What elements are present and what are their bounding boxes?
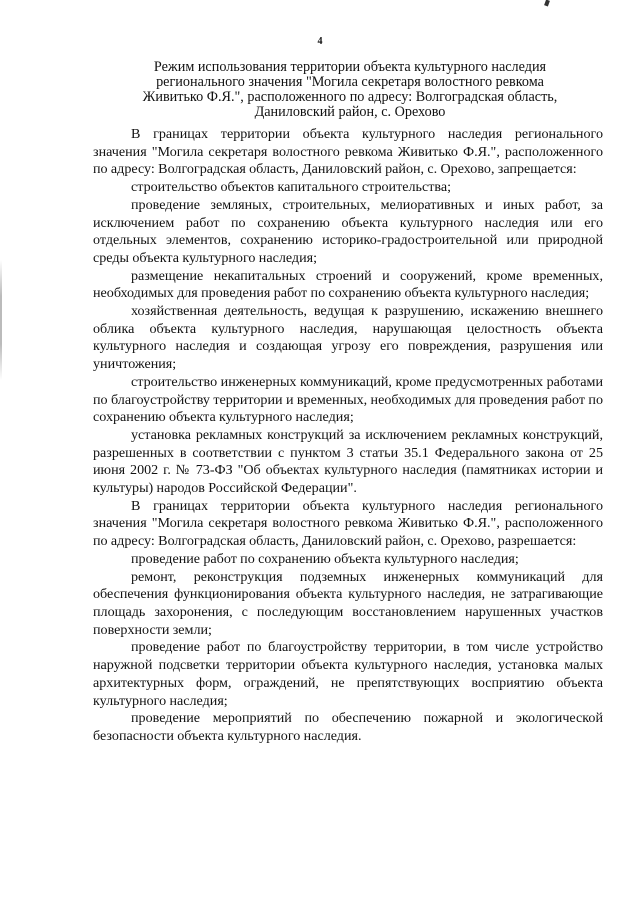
- list-item-permitted: проведение работ по сохранению объекта культурного наследия;: [131, 550, 519, 567]
- title-line: Живитько Ф.Я.", расположенного по адресу: Волгоградская область,: [142, 89, 558, 105]
- list-item-prohibited: размещение некапитальных строений и сооружений, кроме временных, необходимых для проведения работ по сохранению объекта культурного наследия;: [93, 267, 603, 302]
- scan-mark: [544, 0, 550, 7]
- title-line: регионального значения "Могила секретаря волостного ревкома: [156, 74, 544, 90]
- list-item-prohibited: хозяйственная деятельность, ведущая к разрушению, искажению внешнего облика объекта культурного наследия, нарушающая целостность объекта культурного наследия и создающая угрозу его повреждения, разрушения или уничтожения;: [93, 303, 603, 373]
- title-line: Режим использования территории объекта культурного наследия: [153, 59, 547, 75]
- list-item-prohibited: проведение земляных, строительных, мелиоративных и иных работ, за исключением работ по сохранению объекта культурного наследия или его отдельных элементов, сохранению историко-градостроительной или природной среды объекта культурного наследия;: [93, 196, 603, 266]
- list-item-permitted: ремонт, реконструкция подземных инженерных коммуникаций для обеспечения функционирования объекта культурного наследия, не затрагивающие площадь захоронения, с последующим восстановлением нарушенных участков поверхности земли;: [93, 568, 603, 638]
- document-title: [110, 60, 590, 120]
- scan-margin-shadow: [0, 260, 2, 380]
- list-item-permitted: проведение мероприятий по обеспечению пожарной и экологической безопасности объекта культурного наследия.: [93, 710, 603, 744]
- list-item-prohibited: строительство объектов капитального строительства;: [131, 179, 452, 196]
- intro-prohibited-paragraph: В границах территории объекта культурного наследия регионального значения "Могила секретаря волостного ревкома Живитько Ф.Я.", расположенного по адресу: Волгоградская область, Даниловский район, с. Орехово, запрещается:: [93, 126, 603, 178]
- page-number: 4: [317, 36, 323, 47]
- intro-permitted-paragraph: В границах территории объекта культурного наследия регионального значения "Могила секретаря волостного ревкома Живитько Ф.Я.", расположенного по адресу: Волгоградская область, Даниловский район, с. Орехово, разрешается:: [93, 497, 603, 550]
- document-body: [93, 126, 603, 746]
- title-line: Даниловский район, с. Орехово: [254, 104, 446, 120]
- list-item-prohibited: установка рекламных конструкций за исключением рекламных конструкций, разрешенных в соответствии с пунктом 3 статьи 35.1 Федерального закона от 25 июня 2002 г. № 73-ФЗ "Об объектах культурного наследия (памятниках истории и культуры) народов Российской Федерации".: [93, 426, 603, 497]
- list-item-permitted: проведение работ по благоустройству территории, в том числе устройство наружной подсветки территории объекта культурного наследия, установка малых архитектурных форм, ограждений, не препятствующих восприятию объекта культурного наследия;: [93, 639, 603, 709]
- list-item-prohibited: строительство инженерных коммуникаций, кроме предусмотренных работами по благоустройству территории и временных, необходимых для проведения работ по сохранению объекта культурного наследия;: [93, 373, 603, 426]
